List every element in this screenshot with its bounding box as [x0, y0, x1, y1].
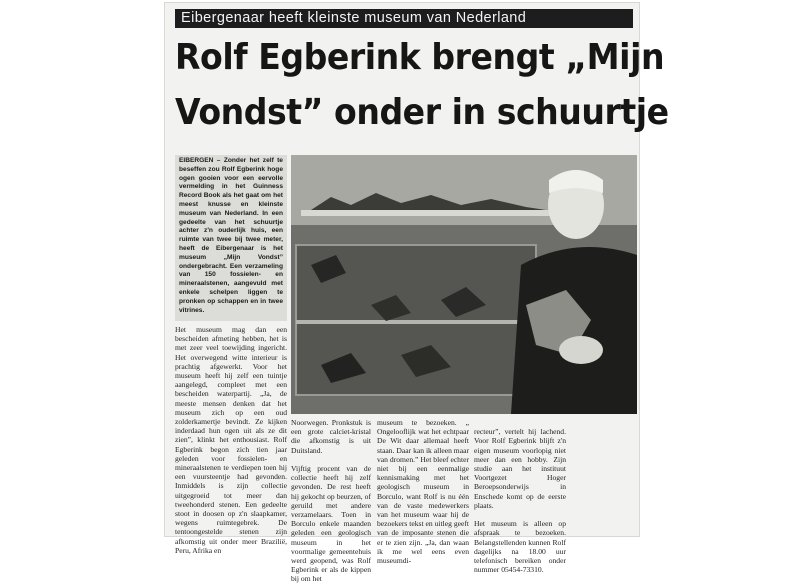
photo-person-hand: [559, 336, 603, 364]
intro-text: Zonder het zelf te beseffen zou Rolf Egberink hoge ogen gooien voor een eervolle vermelding in het Guinness Record Book als het gaat om het meest knusse en kleinste museum van Nederland. In een gedeelte van het schuurtje achter z'n ouderlijk huis, een ruimte van twee bij twee meter, heeft de Eibergenaar is het museum „Mijn Vondst” ondergebracht. Een verzameling van 150 fossielen- en mineraalstenen, aangevuld met enkele schelpen liggen te pronken op schappen en in twee vitrines.: [179, 157, 283, 314]
intro-paragraph: [175, 155, 287, 321]
kicker-banner: Eibergenaar heeft kleinste museum van Nederland: [175, 9, 633, 28]
article-column-1: Het museum mag dan een bescheiden afmeting hebben, het is met zeer veel toewijding ingericht. Het overwegend witte interieur is prachtig afgewerkt. Voor het museum heeft hij zelf een tuintje aangelegd, compleet met een bescheiden waterpartij. „Ja, de meeste mensen denken dat het museum zich op een oud zolderkamertje bevindt. Ze kijken inderdaad hun ogen uit als ze dit zien”, klinkt het enthousiast. Rolf Egberink begon zich tien jaar geleden voor fossielen- en mineraalstenen te verdiepen toen hij een vuursteentje had gevonden. Inmiddels is zijn collectie uitgegroeid tot meer dan tweehonderd stenen. Een gedeelte stoot in doosen op z'n slaapkamer, wegens ruimtegebrek. De tentoongestelde stenen zijn afkomstig uit onder meer Brazilië, Peru, Afrika en: [175, 325, 287, 555]
dateline: EIBERGEN –: [179, 157, 221, 164]
headline-line-2: Vondst” onder in schuurtje: [175, 92, 669, 133]
photo-museum-display: [291, 155, 637, 414]
newspaper-clipping: [165, 3, 669, 584]
photo-vitrine-shelf: [296, 320, 536, 324]
visiting-info: Het museum is alleen op afspraak te bezoeken. Belangstellenden kunnen Rolf dagelijks na 18.00 uur telefonisch bereiken onder nummer 05454-73310.: [474, 519, 566, 575]
photo-illustration: [291, 155, 637, 414]
headline-line-1: Rolf Egberink brengt „Mijn: [175, 37, 665, 78]
article-column-4: [474, 418, 566, 575]
article-column-3: museum te bezoeken. „ Ongelooflijk wat het echtpaar De Wit daar allemaal heeft staan. Daar kan ik alleen maar van dromen.” Het bleef echter niet bij een eenmalige kennismaking met het geologisch museum in Borculo, want Rolf is nu één van de vaste medewerkers van het museum waar hij de bezoekers tekst en uitleg geeft van de imposante stenen die er te zien zijn. „Ja, dan waan ik me wel eens even museumdi-: [377, 418, 469, 566]
article-column-2: Noorwegen. Pronkstuk is een grote calciet-kristal die afkomstig is uit Duitsland. Vijftig procent van de collectie heeft hij zelf gevonden. De rest heeft hij gekocht op beurzen, of geruild met andere verzamelaars. Toen in Borculo enkele maanden geleden een geologisch museum in het voormalige gemeentehuis werd geopend, was Rolf Egberink er als de kippen bij om het: [291, 418, 371, 584]
photo-shelf-top: [301, 210, 551, 216]
article-column-4-text: recteur”, vertelt hij lachend. Voor Rolf Egberink blijft z'n eigen museum voorlopig niet meer dan een hobby. Zijn studie aan het instituut Voortgezet Hoger Beroepsonderwijs in Enschede komt op de eerste plaats.: [474, 427, 566, 510]
headline: [175, 30, 669, 140]
